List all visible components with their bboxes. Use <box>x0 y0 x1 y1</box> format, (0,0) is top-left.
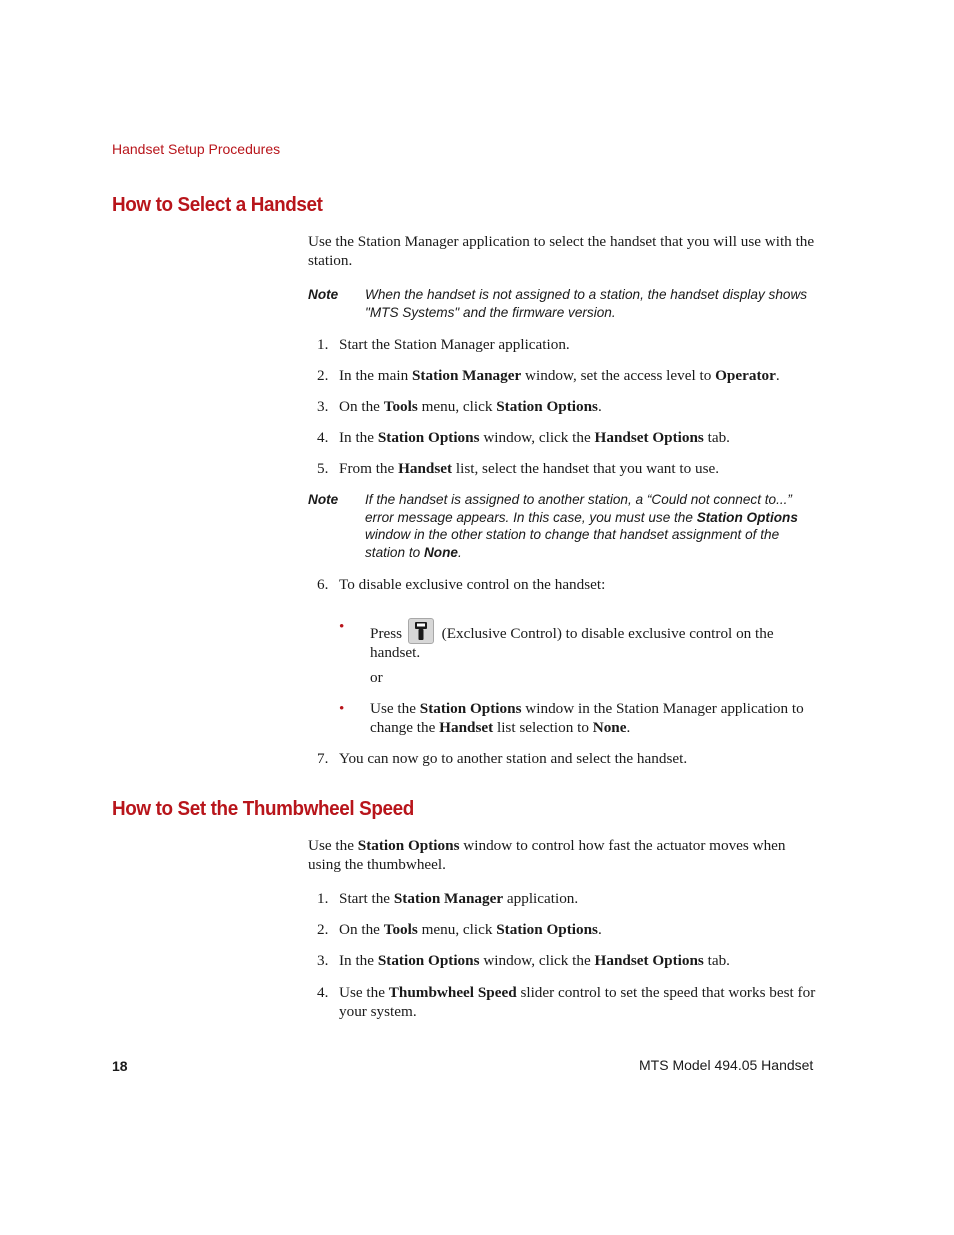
note-text: If the handset is assigned to another station, a “Could not connect to...” error message appears. In this case, you must use the Station Options window in the other station to change that handset assignment of the station to None. <box>365 492 798 560</box>
section1-intro: Use the Station Manager application to select the handset that you will use with the station. <box>308 233 815 269</box>
note-label: Note <box>308 287 339 302</box>
section2-intro: Use the Station Options window to control how fast the actuator moves when using the thumbwheel. <box>308 837 786 873</box>
bullet-marker: • <box>339 618 345 635</box>
running-head: Handset Setup Procedures <box>112 141 281 157</box>
section-title-thumbwheel-speed: How to Set the Thumbwheel Speed <box>112 797 414 820</box>
handset-icon[interactable] <box>408 618 434 644</box>
footer-doc-title: MTS Model 494.05 Handset <box>639 1057 814 1073</box>
note-label: Note <box>308 492 339 507</box>
note-text: When the handset is not assigned to a station, the handset display shows "MTS Systems" and the firmware version. <box>365 287 808 320</box>
page-number: 18 <box>112 1058 128 1074</box>
or-text: or <box>370 669 383 686</box>
bullet-marker: • <box>339 700 345 717</box>
section-title-select-handset: How to Select a Handset <box>112 193 323 216</box>
